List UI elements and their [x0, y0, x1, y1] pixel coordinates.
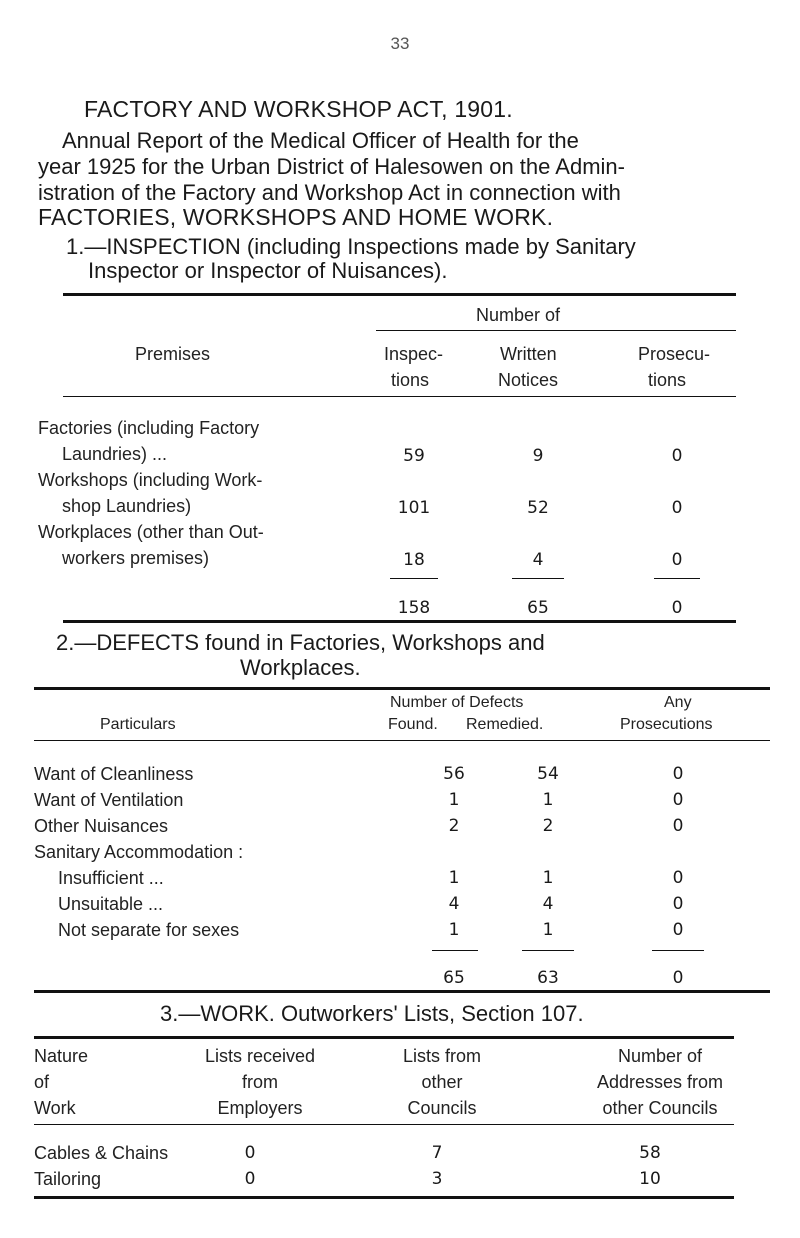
section2-col-particulars: Particulars [100, 716, 176, 733]
section1-title-line-2: Inspector or Inspector of Nuisances). [88, 258, 448, 283]
sum-rule [654, 578, 700, 579]
row-label: Want of Ventilation [34, 790, 184, 810]
section1-bottom-rule [63, 620, 736, 623]
row-label: Factories (including Factory [38, 418, 260, 438]
cell-remedied: 1 [542, 868, 554, 888]
sum-rule [390, 578, 438, 579]
cell-found: 4 [448, 894, 460, 914]
sum-rule [652, 950, 704, 951]
section1-col-notices-2: Notices [498, 370, 559, 390]
cell-remedied: 54 [537, 764, 559, 784]
row-label: Unsuitable ... [58, 894, 164, 914]
row-label: Other Nuisances [34, 816, 169, 836]
cell-found: 1 [448, 790, 460, 810]
cell-prosecutions: 0 [671, 550, 683, 570]
intro-line-1: Annual Report of the Medical Officer of Health for the [62, 128, 579, 153]
cell-addresses: 10 [639, 1169, 661, 1189]
cell-notices: 52 [527, 498, 549, 518]
section3-col-lists-other-3: Councils [407, 1098, 477, 1118]
total-found: 65 [443, 968, 465, 988]
cell-inspections: 101 [397, 498, 431, 518]
cell-remedied: 2 [542, 816, 554, 836]
cell-found: 1 [448, 868, 460, 888]
cell-prosecutions: 0 [672, 920, 684, 940]
cell-remedied: 4 [542, 894, 554, 914]
row-label: Tailoring [34, 1169, 102, 1189]
row-label: Workshops (including Work- [38, 470, 263, 490]
section2-group-header: Number of Defects [390, 694, 524, 711]
section2-col-any: Any [664, 694, 692, 711]
section3-col-lists-other: Lists from [402, 1046, 481, 1066]
section1-top-rule [63, 293, 736, 296]
section3-top-rule [34, 1036, 734, 1039]
cell-inspections: 59 [403, 446, 425, 466]
sum-rule [512, 578, 564, 579]
section2-col-found: Found. [388, 716, 438, 733]
section3-col-employers-3: Employers [217, 1098, 303, 1118]
section2-top-rule [34, 687, 770, 690]
intro-line-3: istration of the Factory and Workshop Act in connection with [38, 180, 621, 205]
section2-bottom-rule [34, 990, 770, 993]
row-label: Sanitary Accommodation : [34, 842, 244, 862]
row-label: Workplaces (other than Out- [38, 522, 264, 542]
cell-prosecutions: 0 [671, 498, 683, 518]
section3-col-nature-2: of [34, 1072, 50, 1092]
cell-other: 7 [431, 1143, 443, 1163]
section1-title-line-1: 1.—INSPECTION (including Inspections made by Sanitary [66, 234, 636, 259]
cell-prosecutions: 0 [672, 816, 684, 836]
cell-employers: 0 [244, 1143, 256, 1163]
section2-header-rule [34, 740, 770, 741]
sum-rule [432, 950, 478, 951]
cell-prosecutions: 0 [672, 790, 684, 810]
section1-group-header: Number of [476, 305, 561, 325]
page-title: FACTORY AND WORKSHOP ACT, 1901. [84, 96, 513, 122]
section3-col-nature-3: Work [34, 1098, 76, 1118]
cell-found: 2 [448, 816, 460, 836]
row-label: shop Laundries) [62, 496, 192, 516]
section3-col-employers-2: from [242, 1072, 278, 1092]
section2-col-prosecutions: Prosecutions [620, 716, 713, 733]
cell-prosecutions: 0 [672, 868, 684, 888]
sum-rule [522, 950, 574, 951]
section2-title-line-1: 2.—DEFECTS found in Factories, Workshops and [56, 630, 545, 655]
total-prosecutions: 0 [672, 968, 684, 988]
section3-col-addresses-2: Addresses from [596, 1072, 724, 1092]
row-label: workers premises) [62, 548, 210, 568]
section3-col-nature: Nature [34, 1046, 89, 1066]
row-label: Want of Cleanliness [34, 764, 194, 784]
section1-col-premises: Premises [135, 344, 211, 364]
cell-other: 3 [431, 1169, 443, 1189]
cell-remedied: 1 [542, 790, 554, 810]
cell-notices: 9 [532, 446, 544, 466]
section1-col-notices: Written [500, 344, 557, 364]
cell-prosecutions: 0 [672, 894, 684, 914]
row-label: Insufficient ... [58, 868, 164, 888]
total-remedied: 63 [537, 968, 559, 988]
cell-employers: 0 [244, 1169, 256, 1189]
page-number: 33 [390, 34, 410, 53]
cell-addresses: 58 [639, 1143, 661, 1163]
cell-found: 1 [448, 920, 460, 940]
section1-col-prosecutions: Prosecu- [638, 344, 711, 364]
cell-notices: 4 [532, 550, 544, 570]
section3-col-employers: Lists received [204, 1046, 316, 1066]
section-heading: FACTORIES, WORKSHOPS AND HOME WORK. [38, 204, 554, 230]
row-label: Laundries) ... [62, 444, 168, 464]
cell-prosecutions: 0 [672, 764, 684, 784]
total-prosecutions: 0 [671, 598, 683, 618]
section1-group-rule [376, 330, 736, 331]
intro-line-2: year 1925 for the Urban District of Halesowen on the Admin- [38, 154, 625, 179]
section2-col-remedied: Remedied. [466, 716, 544, 733]
section1-col-inspections-2: tions [391, 370, 430, 390]
section1-col-inspections: Inspec- [384, 344, 444, 364]
cell-inspections: 18 [403, 550, 425, 570]
section2-title-line-2: Workplaces. [240, 655, 361, 680]
section3-col-lists-other-2: other [421, 1072, 463, 1092]
section3-bottom-rule [34, 1196, 734, 1199]
row-label: Cables & Chains [34, 1143, 169, 1163]
section3-header-rule [34, 1124, 734, 1125]
cell-remedied: 1 [542, 920, 554, 940]
total-notices: 65 [527, 598, 549, 618]
section1-header-rule [63, 396, 736, 397]
section1-col-prosecutions-2: tions [648, 370, 687, 390]
row-label: Not separate for sexes [58, 920, 240, 940]
section3-col-addresses-3: other Councils [602, 1098, 718, 1118]
total-inspections: 158 [397, 598, 431, 618]
section3-col-addresses: Number of [617, 1046, 703, 1066]
cell-prosecutions: 0 [671, 446, 683, 466]
cell-found: 56 [443, 764, 465, 784]
section3-title: 3.—WORK. Outworkers' Lists, Section 107. [160, 1001, 584, 1026]
